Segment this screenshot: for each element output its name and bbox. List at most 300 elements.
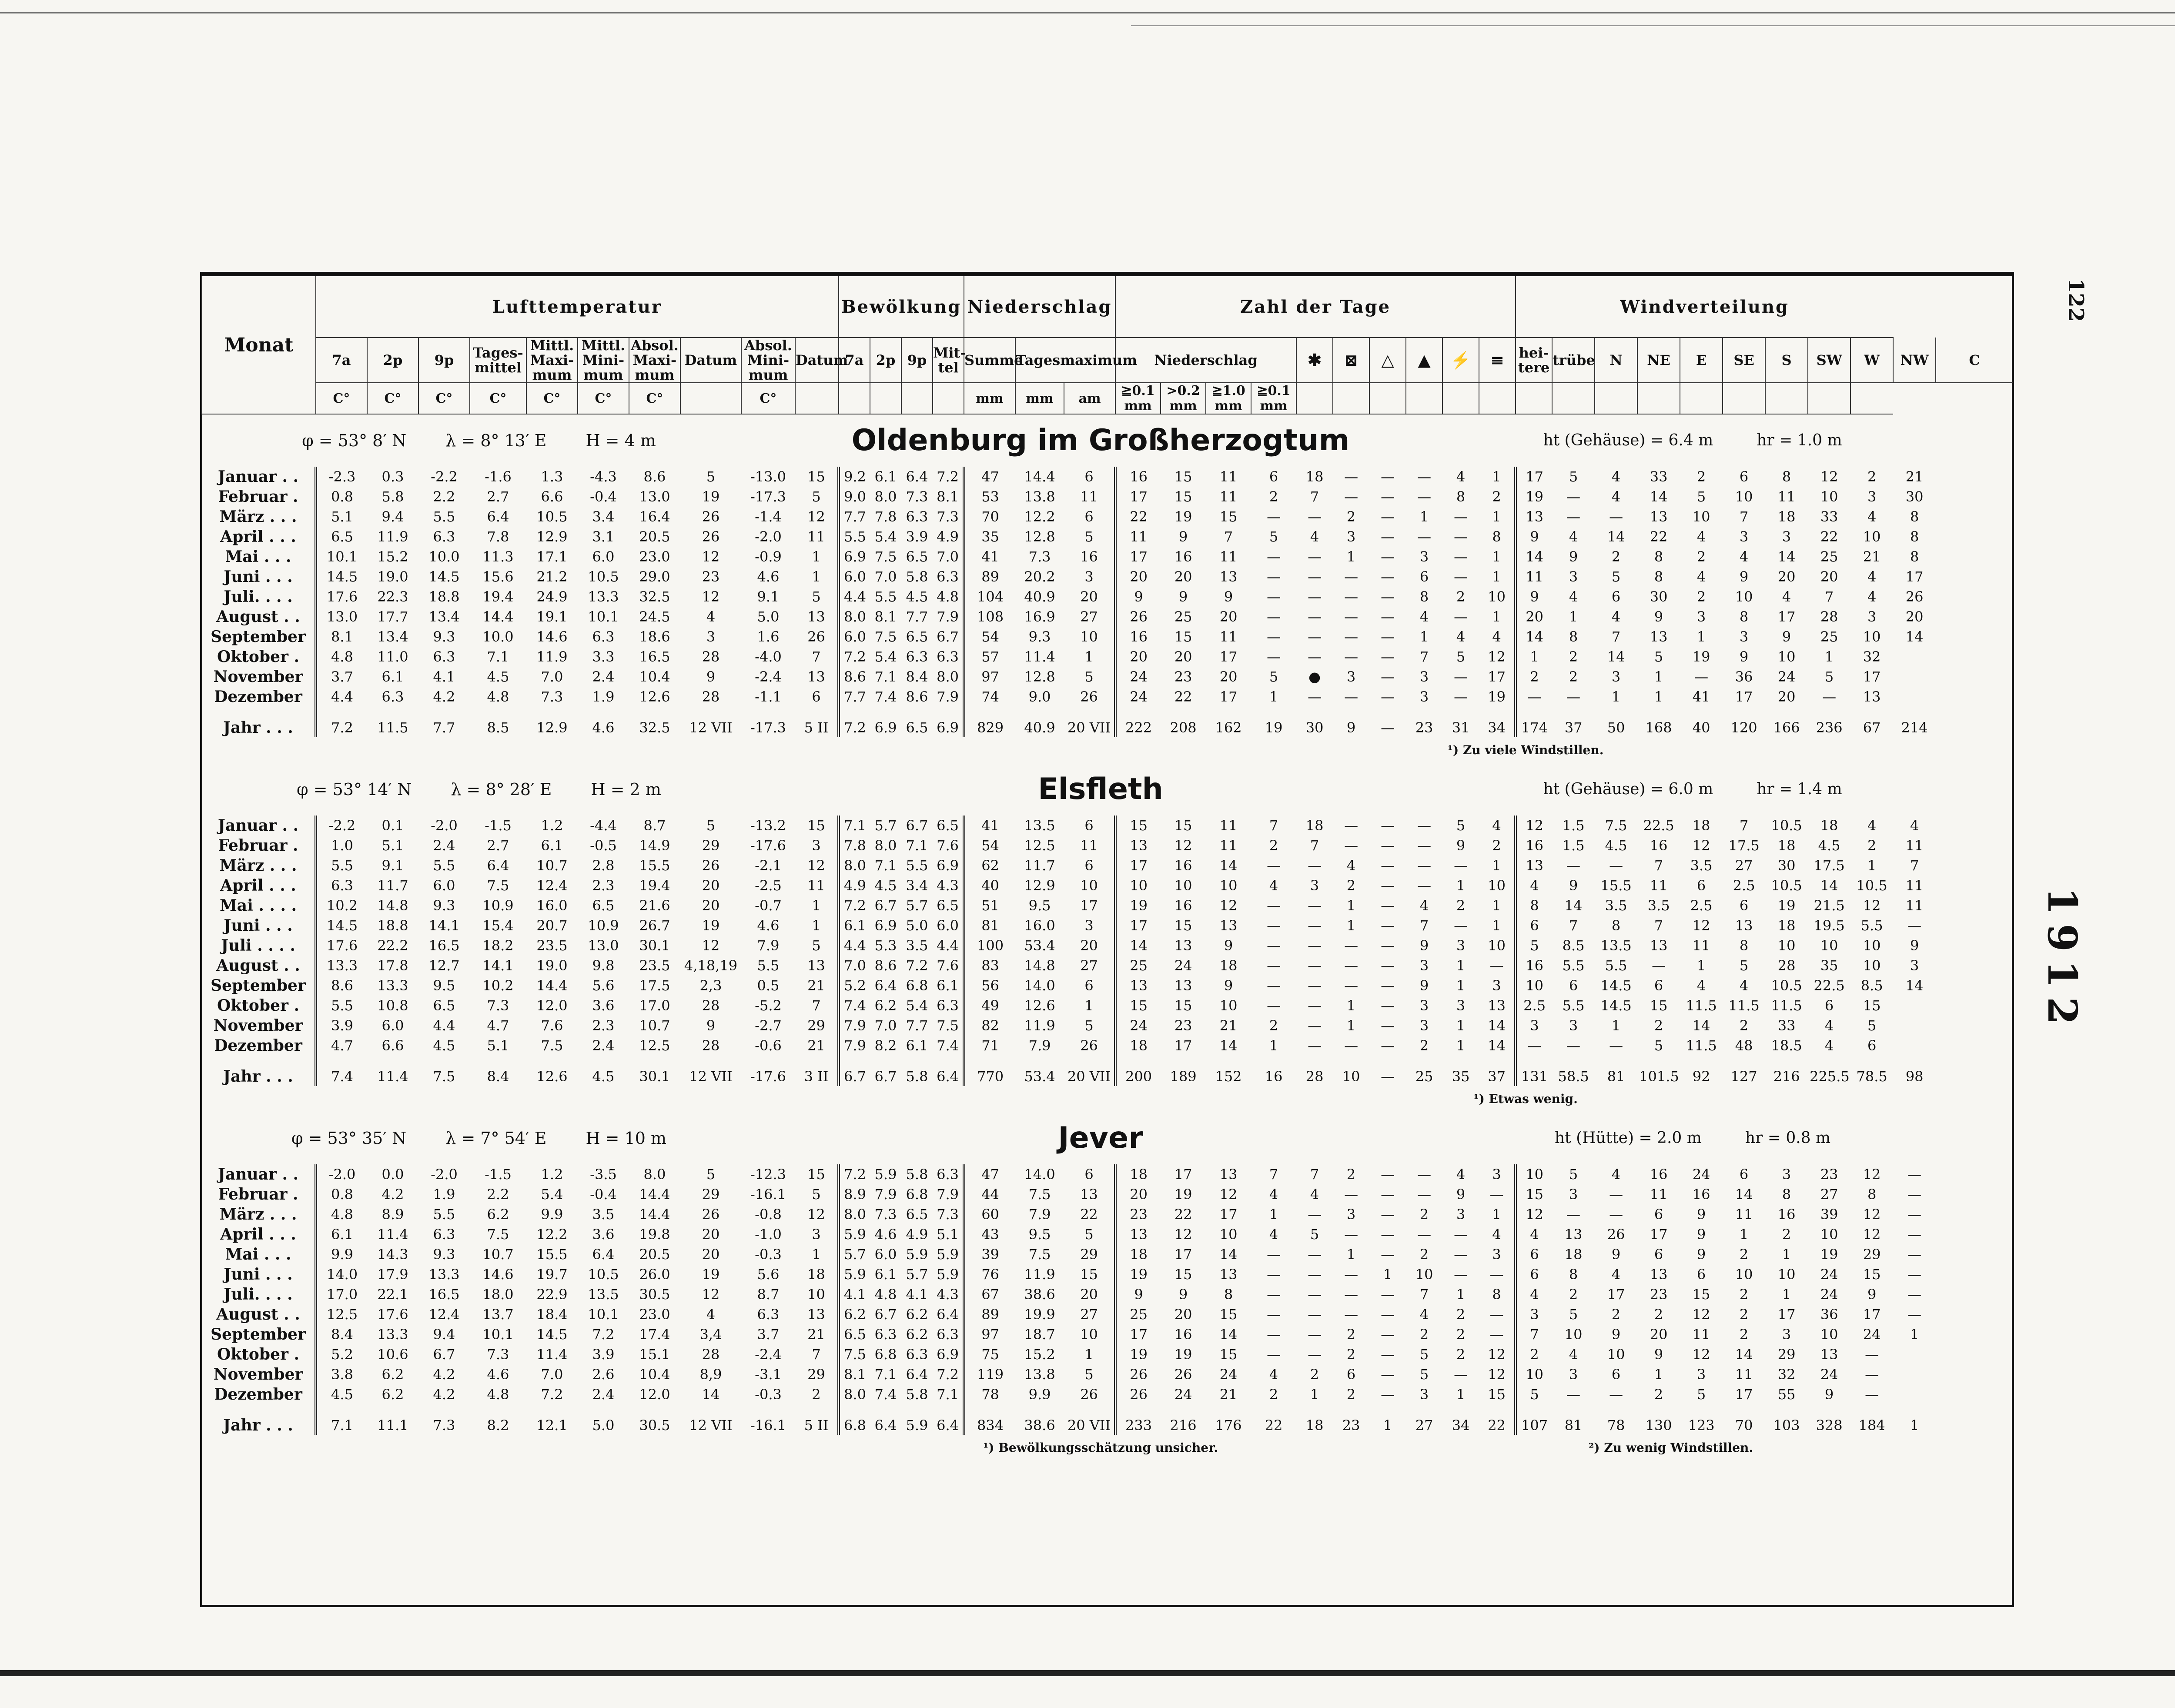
data-cell: 23 xyxy=(1174,1017,1192,1034)
data-cell: 3.4 xyxy=(906,877,928,894)
data-cell: 14.1 xyxy=(428,917,460,934)
data-cell: — xyxy=(1267,1286,1281,1303)
data-cell: — xyxy=(1454,608,1468,625)
data-cell: 8.6 xyxy=(316,976,367,996)
data-cell: 8.4 xyxy=(906,668,928,685)
data-cell: 19.1 xyxy=(536,608,568,625)
data-cell: 37 xyxy=(1564,719,1583,736)
data-cell: 2 xyxy=(1346,1386,1356,1403)
data-cell: 40 xyxy=(964,876,1015,896)
data-cell: 20.5 xyxy=(639,1246,670,1263)
data-cell: 19.8 xyxy=(639,1226,670,1243)
data-cell: 33 xyxy=(1650,468,1668,485)
data-cell: 2 xyxy=(1419,1037,1429,1054)
data-cell: 3 xyxy=(1492,1166,1501,1183)
data-cell: 39 xyxy=(1820,1206,1838,1223)
data-cell: 14.3 xyxy=(377,1246,408,1263)
month-label: Juli . . . . xyxy=(221,936,295,955)
data-cell: 9.3 xyxy=(433,1246,455,1263)
data-cell: 26 xyxy=(1080,1386,1098,1403)
data-cell: 1 xyxy=(1910,1326,1919,1343)
data-cell: 24.9 xyxy=(536,588,568,605)
data-cell: 3.5 xyxy=(1647,897,1670,914)
data-cell: — xyxy=(1267,857,1281,874)
data-cell: 5.5 xyxy=(906,857,928,874)
data-cell: — xyxy=(1344,488,1359,505)
data-cell: — xyxy=(1381,548,1395,565)
data-cell: 4.6 xyxy=(757,917,780,934)
data-cell: 18 xyxy=(1305,468,1324,485)
data-cell: 7.3 xyxy=(937,1206,959,1223)
data-cell: 2 xyxy=(1654,1306,1663,1323)
data-cell: 6.3 xyxy=(937,568,959,585)
data-cell: 7.5 xyxy=(1605,817,1627,834)
table-row xyxy=(202,587,2013,607)
data-cell: 24 xyxy=(1820,1366,1838,1383)
data-cell: 11 xyxy=(1735,1206,1753,1223)
data-cell: 24 xyxy=(1115,667,1161,687)
data-cell: 8.9 xyxy=(839,1184,870,1204)
data-cell: 6.3 xyxy=(937,1326,959,1343)
table-row xyxy=(202,627,2013,647)
tage-unit xyxy=(1479,383,1516,414)
data-cell: 7.2 xyxy=(839,647,870,667)
data-cell: 10.7 xyxy=(536,857,568,874)
data-cell: 11 xyxy=(1219,628,1238,645)
data-cell: 1 xyxy=(1782,1286,1791,1303)
data-cell: 54 xyxy=(964,627,1015,647)
data-cell: 1 xyxy=(1910,1417,1919,1434)
data-cell: 2.4 xyxy=(433,837,455,854)
data-cell: 28 xyxy=(702,997,720,1014)
data-cell: 10 xyxy=(1820,488,1838,505)
data-cell: — xyxy=(1267,1326,1281,1343)
data-cell: 11 xyxy=(1650,1186,1668,1203)
table-row xyxy=(202,667,2013,687)
data-cell: 8.6 xyxy=(874,957,897,974)
data-cell: 9 xyxy=(1611,1246,1621,1263)
data-cell: -17.3 xyxy=(750,719,786,736)
data-cell: 13.0 xyxy=(316,607,367,627)
data-cell: 3 xyxy=(1569,1017,1578,1034)
data-cell: 10.5 xyxy=(1856,877,1887,894)
data-cell: 7.0 xyxy=(541,1366,563,1383)
table-row xyxy=(202,896,2013,916)
data-cell: 9.0 xyxy=(839,487,870,507)
wind-dir-header: E xyxy=(1680,338,1723,383)
data-cell: 28 xyxy=(702,1346,720,1363)
data-cell: 43 xyxy=(964,1224,1015,1244)
station-name: Oldenburg im Großherzogtum xyxy=(851,423,1350,458)
data-cell: 8.2 xyxy=(487,1417,509,1434)
data-cell: 1 xyxy=(812,897,821,914)
data-cell: 8 xyxy=(1867,1186,1877,1203)
scan-edge-bottom xyxy=(0,1670,2175,1676)
data-cell: 5.4 xyxy=(874,528,897,545)
data-cell: 14.4 xyxy=(639,1186,670,1203)
wind-dir-header: SW xyxy=(1808,338,1850,383)
data-cell: 1.2 xyxy=(541,817,563,834)
table-row xyxy=(202,1244,2013,1264)
data-cell: 6.3 xyxy=(433,1226,455,1243)
data-cell: 4.4 xyxy=(839,587,870,607)
data-cell: 10 xyxy=(1342,1068,1360,1085)
data-cell: 12 xyxy=(807,1206,825,1223)
data-cell: — xyxy=(1865,1366,1879,1383)
data-cell: 24 xyxy=(1219,1366,1238,1383)
data-cell: 8.0 xyxy=(839,1384,870,1404)
data-cell: 2 xyxy=(1419,1206,1429,1223)
data-cell: — xyxy=(1381,488,1395,505)
data-cell: -0.6 xyxy=(755,1037,782,1054)
data-cell: 1 xyxy=(1383,1417,1392,1434)
data-cell: 10 xyxy=(1564,1326,1583,1343)
data-cell: 2 xyxy=(1654,1386,1663,1403)
data-cell: 16 xyxy=(1115,467,1161,487)
tage-threshold: ≧1.0 mm xyxy=(1206,383,1251,414)
temp-unit: C° xyxy=(418,383,470,414)
cloud-col-header: Mit-tel xyxy=(933,338,964,383)
windverteilung-header: Windverteilung xyxy=(1516,276,1893,338)
data-cell: 10 xyxy=(1488,937,1506,954)
data-cell: — xyxy=(1381,668,1395,685)
data-cell: 9.5 xyxy=(1028,1226,1051,1243)
data-cell: 216 xyxy=(1170,1417,1197,1434)
longitude: λ = 7° 54′ E xyxy=(445,1129,547,1148)
data-cell: 10.1 xyxy=(316,547,367,567)
data-cell: 3 xyxy=(812,1226,821,1243)
temp-col-header: Datum xyxy=(680,338,741,383)
data-cell: 5 xyxy=(1516,936,1552,956)
data-cell: 15 xyxy=(1650,997,1668,1014)
month-label: November xyxy=(213,1016,303,1035)
data-cell: 18 xyxy=(1692,817,1710,834)
data-cell: 8 xyxy=(1419,588,1429,605)
data-cell: 6.4 xyxy=(906,468,928,485)
data-cell: 10.5 xyxy=(1771,977,1802,994)
data-cell: 0.3 xyxy=(381,468,404,485)
data-cell: 4.6 xyxy=(874,1226,897,1243)
data-cell: 17 xyxy=(1777,1306,1796,1323)
data-cell: 23.0 xyxy=(639,548,670,565)
data-cell: 2 xyxy=(1739,1246,1749,1263)
data-cell: 10 xyxy=(1735,588,1753,605)
data-cell: 9 xyxy=(1782,628,1791,645)
data-cell: -0.3 xyxy=(755,1386,782,1403)
data-cell: 8.6 xyxy=(643,468,666,485)
data-cell: 1 xyxy=(1269,1206,1278,1223)
data-cell: 8.1 xyxy=(316,627,367,647)
data-cell: 9 xyxy=(1456,1186,1466,1203)
data-cell: 4 xyxy=(1867,508,1877,525)
data-cell: 19.0 xyxy=(536,957,568,974)
data-cell: 9 xyxy=(706,668,716,685)
data-cell: 20 xyxy=(1905,608,1924,625)
data-cell: 11.5 xyxy=(377,719,408,736)
data-cell: 19 xyxy=(1777,897,1796,914)
month-label: Juni . . . xyxy=(224,1265,293,1284)
temp-col-header: 9p xyxy=(418,338,470,383)
data-cell: 3 xyxy=(1310,877,1319,894)
truebe-header: trübe xyxy=(1552,338,1595,383)
data-cell: — xyxy=(1308,917,1322,934)
data-cell: 7.7 xyxy=(433,719,455,736)
data-cell: 2 xyxy=(1611,1306,1621,1323)
data-cell: 15 xyxy=(1174,468,1192,485)
data-cell: 1 xyxy=(1492,548,1501,565)
footnote-row xyxy=(202,1435,2013,1461)
data-cell: 12 xyxy=(807,857,825,874)
data-cell: 6.4 xyxy=(937,1068,959,1085)
data-cell: 4.5 xyxy=(874,877,897,894)
data-cell: 18.6 xyxy=(639,628,670,645)
data-cell: 21 xyxy=(1905,468,1924,485)
data-cell: 8.1 xyxy=(839,1364,870,1384)
data-cell: 16.0 xyxy=(536,897,568,914)
data-cell: 14 xyxy=(1219,1037,1238,1054)
data-cell: 4.9 xyxy=(937,528,959,545)
data-cell: 6.2 xyxy=(906,1326,928,1343)
data-cell: 13 xyxy=(1516,507,1552,527)
data-cell: — xyxy=(1308,1037,1322,1054)
data-cell: 4.5 xyxy=(487,668,509,685)
data-cell: 18 xyxy=(1564,1246,1583,1263)
data-cell: 6 xyxy=(1611,588,1621,605)
data-cell: 834 xyxy=(964,1404,1015,1435)
data-cell: 20 xyxy=(1174,568,1192,585)
precip-unit: am xyxy=(1064,383,1115,414)
data-cell: 4 xyxy=(1346,857,1356,874)
data-cell: 6 xyxy=(1739,468,1749,485)
data-cell: 14 xyxy=(1607,528,1625,545)
data-cell: 11 xyxy=(1219,488,1238,505)
data-cell: 2 xyxy=(1696,548,1706,565)
data-cell: — xyxy=(1417,817,1432,834)
data-cell: 27 xyxy=(1735,857,1753,874)
data-cell: 67 xyxy=(1863,719,1881,736)
data-cell: 4.4 xyxy=(316,687,367,707)
data-cell: 15 xyxy=(1219,508,1238,525)
data-cell: 28 xyxy=(702,689,720,705)
data-cell: 1 xyxy=(1782,1246,1791,1263)
data-cell: 15.5 xyxy=(1600,877,1632,894)
data-cell: 1 xyxy=(1346,997,1356,1014)
data-cell: 5.0 xyxy=(592,1417,615,1434)
data-cell: 8 xyxy=(1910,528,1919,545)
data-cell: 8.7 xyxy=(757,1286,780,1303)
data-cell: 7 xyxy=(1654,917,1663,934)
data-cell: 11 xyxy=(1692,937,1710,954)
data-cell: 78 xyxy=(964,1384,1015,1404)
data-cell: 4.9 xyxy=(906,1226,928,1243)
data-cell: 10 xyxy=(1415,1266,1433,1283)
data-cell: 15 xyxy=(1115,996,1161,1016)
data-cell: 40 xyxy=(1692,719,1710,736)
month-label: Januar . . xyxy=(218,816,299,835)
data-cell: 19 xyxy=(1488,689,1506,705)
data-cell: 23.5 xyxy=(639,957,670,974)
data-cell: 4.8 xyxy=(316,1204,367,1224)
data-cell: 9.4 xyxy=(433,1326,455,1343)
data-cell: 40.9 xyxy=(1024,588,1055,605)
data-cell: 6.7 xyxy=(937,628,959,645)
data-cell: 3 xyxy=(812,837,821,854)
data-cell: -3.1 xyxy=(755,1366,782,1383)
data-cell: 11.7 xyxy=(1024,857,1055,874)
data-cell: 18.4 xyxy=(536,1306,568,1323)
data-cell: 13 xyxy=(1219,917,1238,934)
data-cell: — xyxy=(1417,468,1432,485)
data-cell: 12.2 xyxy=(1024,508,1055,525)
data-cell: 10 xyxy=(1174,877,1192,894)
data-cell: 3 xyxy=(1419,997,1429,1014)
data-cell: 12.2 xyxy=(536,1226,568,1243)
data-cell: 7.2 xyxy=(592,1326,615,1343)
data-cell: 1 xyxy=(1456,1017,1466,1034)
data-cell: 7.2 xyxy=(937,468,959,485)
data-cell: 5.4 xyxy=(874,648,897,665)
data-cell: 108 xyxy=(964,607,1015,627)
data-cell: 4,18,19 xyxy=(684,957,738,974)
data-cell: 27 xyxy=(1080,608,1098,625)
data-cell: — xyxy=(1381,648,1395,665)
data-cell xyxy=(1893,1016,1936,1036)
data-cell: 3 xyxy=(1419,668,1429,685)
month-label: Jahr . . . xyxy=(223,1416,293,1434)
data-cell: 89 xyxy=(964,1304,1015,1324)
data-cell: 7 xyxy=(1419,917,1429,934)
data-cell: — xyxy=(1308,689,1322,705)
data-cell: 4.5 xyxy=(1605,837,1627,854)
data-cell: 3 xyxy=(1419,689,1429,705)
data-cell: 1 xyxy=(1383,1266,1392,1283)
data-cell: 7.9 xyxy=(937,689,959,705)
data-cell: 6.2 xyxy=(906,1306,928,1323)
data-cell: 4 xyxy=(1492,628,1501,645)
data-cell: 5 xyxy=(706,1166,716,1183)
data-cell: 2 xyxy=(1346,508,1356,525)
data-cell: 12 xyxy=(1820,468,1838,485)
data-cell: 6.5 xyxy=(937,897,959,914)
month-label: Mai . . . xyxy=(225,1245,291,1263)
data-cell: 5 xyxy=(1310,1226,1319,1243)
data-cell: 5 xyxy=(1084,528,1094,545)
data-cell: 5.1 xyxy=(937,1226,959,1243)
data-cell: 13.8 xyxy=(1024,1366,1055,1383)
data-cell: 22.1 xyxy=(377,1286,408,1303)
data-cell: — xyxy=(1417,857,1432,874)
data-cell: 1.0 xyxy=(316,836,367,856)
data-cell: 22 xyxy=(1115,507,1161,527)
elevation: H = 2 m xyxy=(591,780,661,799)
data-cell: — xyxy=(1381,1246,1395,1263)
data-cell: — xyxy=(1381,957,1395,974)
data-cell: 3 xyxy=(1346,668,1356,685)
data-cell: 2 xyxy=(1310,1366,1319,1383)
data-cell: — xyxy=(1308,508,1322,525)
data-cell: -5.2 xyxy=(755,997,782,1014)
tage-unit xyxy=(1406,383,1442,414)
data-cell: 3 xyxy=(1419,548,1429,565)
data-cell: 19 xyxy=(1115,1344,1161,1364)
data-cell: — xyxy=(1454,668,1468,685)
data-cell: 26 xyxy=(702,1206,720,1223)
data-cell: 9 xyxy=(1516,587,1552,607)
data-cell: 6.3 xyxy=(592,628,615,645)
data-cell: 17.5 xyxy=(1728,837,1760,854)
data-cell: 6.5 xyxy=(316,527,367,547)
data-cell: 1 xyxy=(1824,648,1834,665)
data-cell: — xyxy=(1267,508,1281,525)
table-row xyxy=(202,836,2013,856)
data-cell: 30 xyxy=(1305,719,1324,736)
data-cell: 6.9 xyxy=(874,719,897,736)
data-cell: 15 xyxy=(1863,1266,1881,1283)
data-cell: 4 xyxy=(1269,1226,1278,1243)
data-cell: 25 xyxy=(1415,1068,1433,1085)
data-cell: 2.4 xyxy=(592,1386,615,1403)
data-cell: — xyxy=(1308,1017,1322,1034)
data-cell: 9.9 xyxy=(541,1206,563,1223)
data-cell: 47 xyxy=(964,1164,1015,1184)
data-cell: 23.0 xyxy=(639,1306,670,1323)
data-cell: 13 xyxy=(1219,1266,1238,1283)
data-cell: 5 xyxy=(1824,668,1834,685)
data-cell: 16.9 xyxy=(1024,608,1055,625)
data-cell: -1.5 xyxy=(485,1166,512,1183)
data-cell: 8.0 xyxy=(937,668,959,685)
temp-unit: C° xyxy=(526,383,578,414)
data-cell: 30 xyxy=(1650,588,1668,605)
data-cell: — xyxy=(1381,877,1395,894)
data-cell: 6.9 xyxy=(937,1346,959,1363)
data-cell: — xyxy=(1417,528,1432,545)
data-cell: 6.7 xyxy=(839,1056,870,1086)
data-cell: 2.4 xyxy=(592,668,615,685)
data-cell: 7.1 xyxy=(906,837,928,854)
data-cell: 19 xyxy=(1174,508,1192,525)
data-cell: 225.5 xyxy=(1810,1068,1850,1085)
data-cell: -2.0 xyxy=(431,1166,458,1183)
data-cell: 4.6 xyxy=(487,1366,509,1383)
table-row xyxy=(202,1264,2013,1284)
data-cell: 17.5 xyxy=(639,977,670,994)
data-cell: 32.5 xyxy=(639,719,670,736)
data-cell: 30.5 xyxy=(639,1286,670,1303)
data-cell: 6.5 xyxy=(906,1206,928,1223)
data-cell: 4.6 xyxy=(757,568,780,585)
data-cell: — xyxy=(1308,897,1322,914)
data-cell: 10 xyxy=(1516,1164,1552,1184)
data-cell: — xyxy=(1344,689,1359,705)
data-cell: 4.7 xyxy=(487,1017,509,1034)
data-cell: 2 xyxy=(1611,548,1621,565)
data-cell: — xyxy=(1344,817,1359,834)
temp-col-header: Absol. Maxi-mum xyxy=(629,338,680,383)
data-cell: 12.6 xyxy=(536,1068,568,1085)
data-cell: 20 xyxy=(1777,568,1796,585)
data-cell: 11.5 xyxy=(1686,1037,1717,1054)
data-cell: 12 xyxy=(1692,1306,1710,1323)
data-cell: 10.8 xyxy=(377,997,408,1014)
data-cell: 5.9 xyxy=(906,1246,928,1263)
data-cell: — xyxy=(1566,689,1581,705)
data-cell: 6.1 xyxy=(316,1224,367,1244)
data-cell: — xyxy=(1907,1226,1922,1243)
data-cell: 4 xyxy=(1739,977,1749,994)
data-cell: 6.3 xyxy=(937,997,959,1014)
data-cell: 17 xyxy=(1863,1306,1881,1323)
